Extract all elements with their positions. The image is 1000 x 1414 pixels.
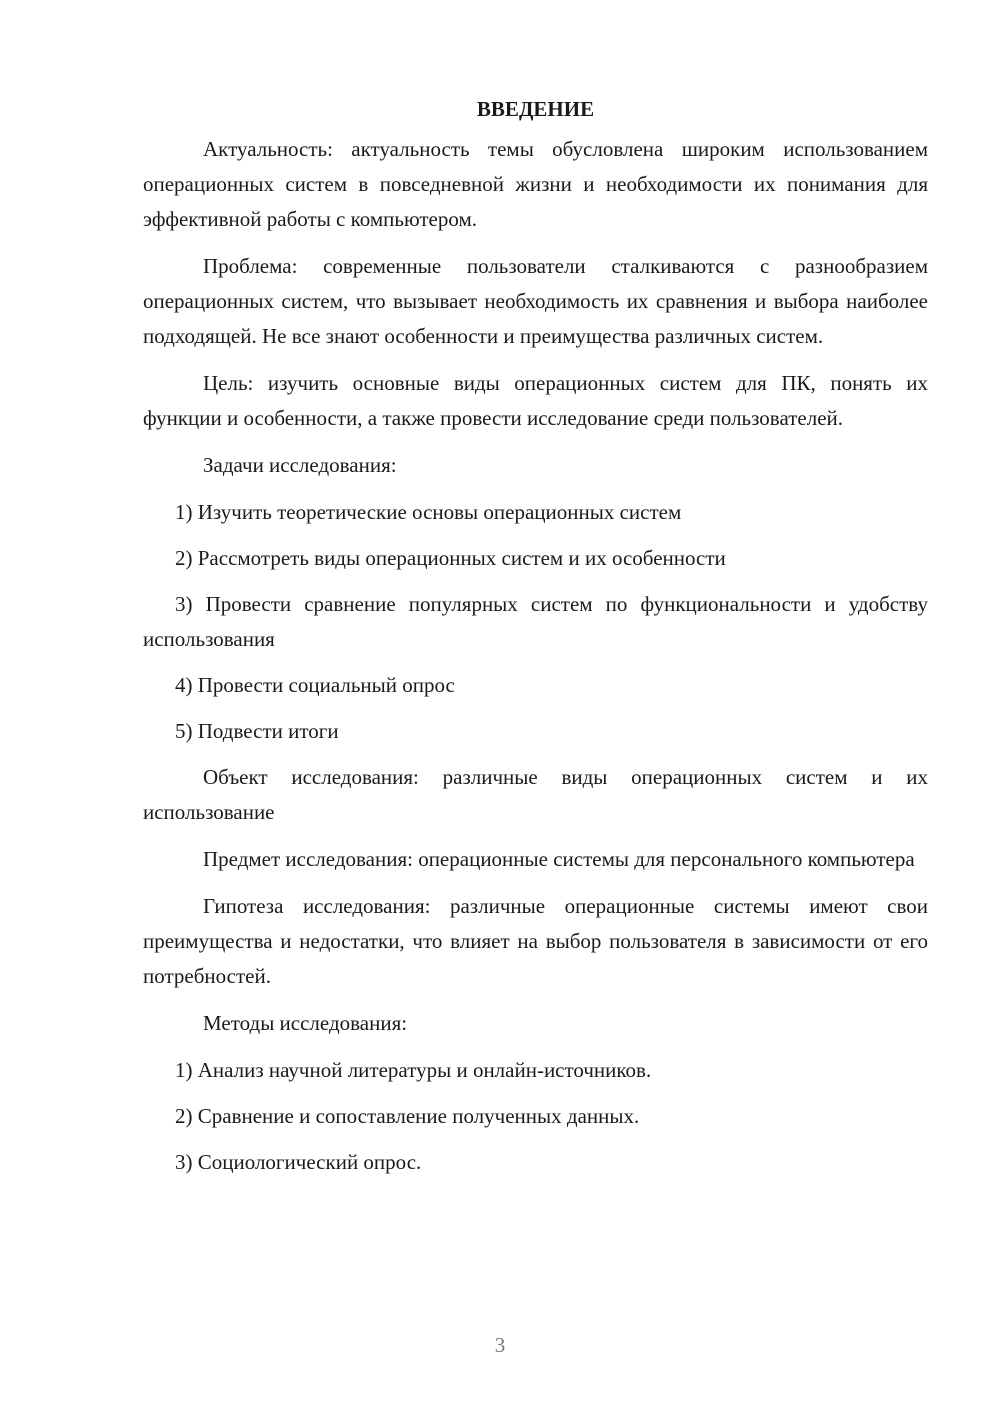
task-item-3: 3) Провести сравнение популярных систем по функциональности и удобству использования (143, 592, 928, 651)
relevance-paragraph: Актуальность: актуальность темы обусловлена широким использованием операционных систем в повседневной жизни и необходимости их понимания для эффективной работы с компьютером. (143, 137, 928, 231)
subject-paragraph: Предмет исследования: операционные системы для персонального компьютера (203, 847, 915, 871)
task-item-2: 2) Рассмотреть виды операционных систем и их особенности (175, 546, 726, 570)
method-item-2: 2) Сравнение и сопоставление полученных данных. (175, 1104, 640, 1128)
page-number: 3 (494, 1333, 506, 1357)
object-paragraph: Объект исследования: различные виды операционных систем и их использование (143, 765, 928, 824)
document-page (143, 92, 928, 1191)
method-item-3: 3) Социологический опрос. (175, 1150, 422, 1174)
method-item-1: 1) Анализ научной литературы и онлайн-источников. (175, 1058, 652, 1082)
tasks-heading: Задачи исследования: (203, 453, 397, 477)
task-item-4: 4) Провести социальный опрос (175, 673, 455, 697)
task-item-1: 1) Изучить теоретические основы операционных систем (175, 500, 682, 524)
methods-heading: Методы исследования: (203, 1011, 408, 1035)
task-item-5: 5) Подвести итоги (175, 719, 339, 743)
goal-paragraph: Цель: изучить основные виды операционных систем для ПК, понять их функции и особенности, а также провести исследование среди пользователей. (143, 371, 928, 430)
page-title: ВВЕДЕНИЕ (476, 97, 595, 121)
hypothesis-paragraph: Гипотеза исследования: различные операционные системы имеют свои преимущества и недостатки, что влияет на выбор пользователя в зависимости от его потребностей. (143, 894, 928, 988)
problem-paragraph: Проблема: современные пользователи сталкиваются с разнообразием операционных систем, что вызывает необходимость их сравнения и выбора наиболее подходящей. Не все знают особенности и преимущества различных систем. (143, 254, 928, 348)
